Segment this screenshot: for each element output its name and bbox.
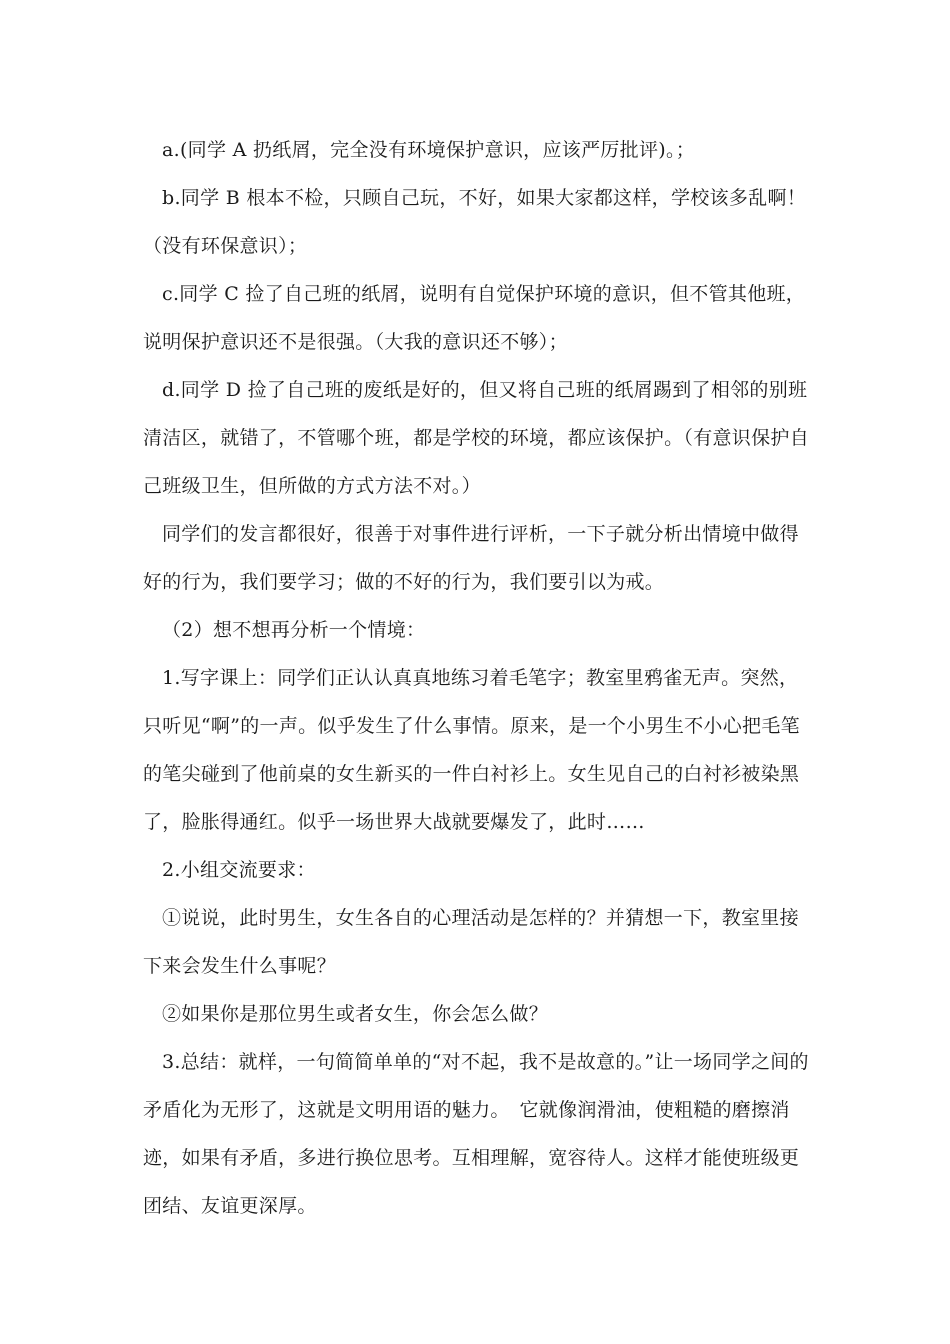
paragraph-scenario-1: 1.写字课上：同学们正认认真真地练习着毛笔字；教室里鸦雀无声。突然，只听见“啊”的一声。似乎发生了什么事情。原来，是一个小男生不小心把毛笔的笔尖碰到了他前桌的女生新买的一件白衬衫上。女生见自己的白衬衫被染黑了，脸胀得通红。似乎一场世界大战就要爆发了，此时…… (143, 667, 800, 833)
document-body (143, 126, 813, 1230)
paragraph-a: a.(同学 A 扔纸屑，完全没有环境保护意识，应该严厉批评)。； (162, 139, 696, 161)
paragraph-conclusion: 3.总结：就样，一句简简单单的“对不起，我不是故意的。”让一场同学之间的矛盾化为无形了，这就是文明用语的魅力。 它就像润滑油，使粗糙的磨擦消迹，如果有矛盾，多进行换位思考。互相理解，宽容待人。这样才能使班级更团结、友谊更深厚。 (143, 1051, 809, 1217)
paragraph-scenario-heading: （2）想不想再分析一个情境： (162, 619, 426, 641)
paragraph-question-1: ①说说，此时男生，女生各自的心理活动是怎样的？并猜想一下，教室里接下来会发生什么事呢？ (143, 907, 799, 977)
paragraph-summary: 同学们的发言都很好，很善于对事件进行评析，一下子就分析出情境中做得好的行为，我们要学习；做的不好的行为，我们要引以为戒。 (143, 523, 799, 593)
paragraph-d: d.同学 D 捡了自己班的废纸是好的，但又将自己班的纸屑踢到了相邻的别班清洁区，就错了，不管哪个班，都是学校的环境，都应该保护。（有意识保护自己班级卫生，但所做的方式方法不对。） (143, 379, 810, 497)
paragraph-b: b.同学 B 根本不检，只顾自己玩，不好，如果大家都这样，学校该多乱啊！（没有环保意识）； (143, 187, 807, 257)
paragraph-question-2: ②如果你是那位男生或者女生，你会怎么做？ (162, 1003, 549, 1025)
paragraph-c: c.同学 C 捡了自己班的纸屑，说明有自觉保护环境的意识，但不管其他班，说明保护意识还不是很强。（大我的意识还不够）； (143, 283, 806, 353)
paragraph-group-requirements: 2.小组交流要求： (162, 859, 316, 881)
